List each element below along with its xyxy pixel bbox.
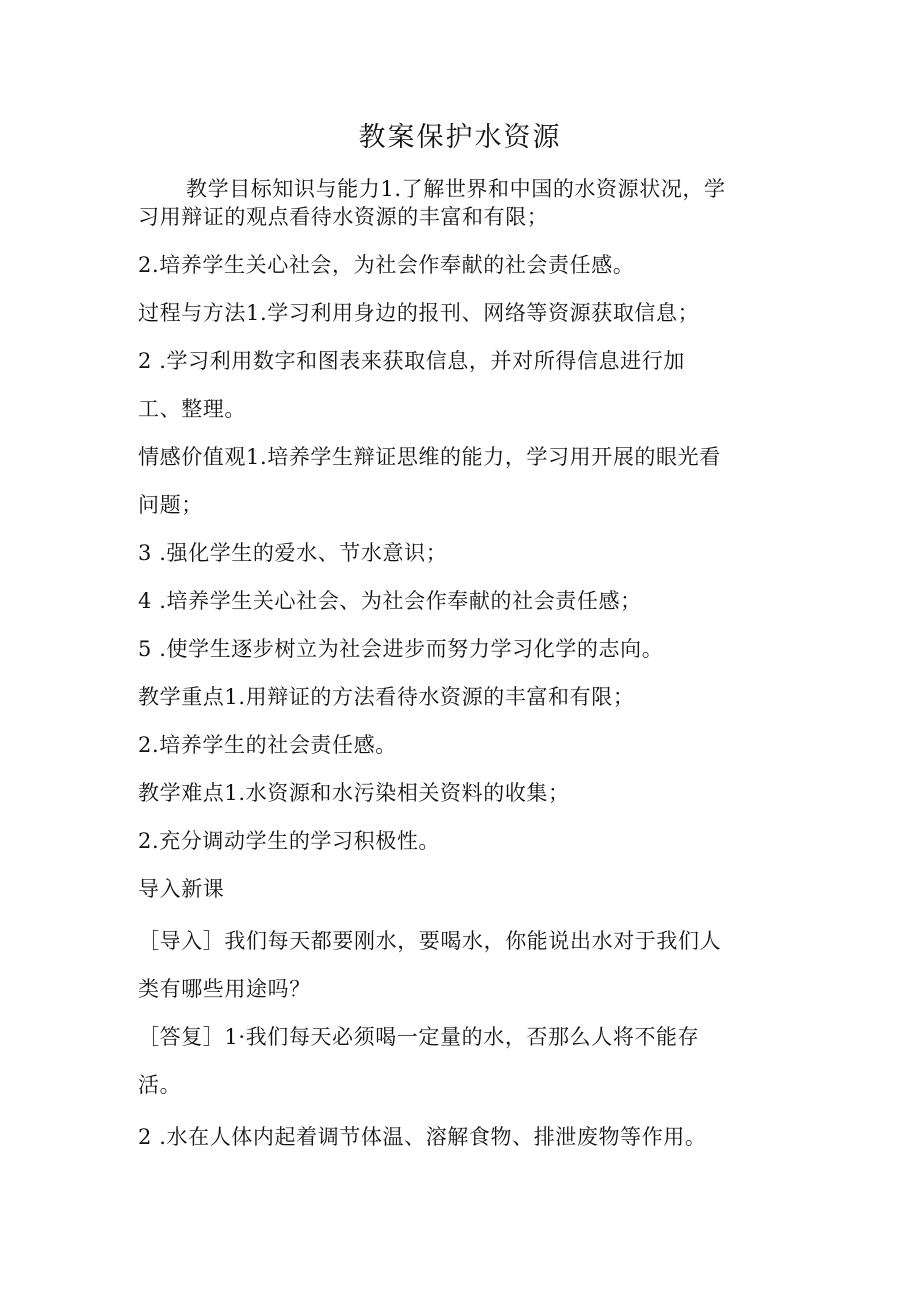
section-heading: 导入新课 bbox=[138, 877, 225, 901]
paragraph-line: 类有哪些用途吗？ bbox=[138, 977, 311, 1001]
paragraph-line: 情感价值观1.培养学生辩证思维的能力，学习用开展的眼光看 bbox=[138, 445, 721, 469]
paragraph-line: 工、整理。 bbox=[138, 397, 246, 421]
paragraph-line: 5 .使学生逐步树立为社会进步而努力学习化学的志向。 bbox=[138, 637, 664, 661]
paragraph-line: 问题； bbox=[138, 493, 203, 517]
paragraph-line: 3 .强化学生的爱水、节水意识； bbox=[138, 541, 448, 565]
paragraph-line: ［答复］1·我们每天必须喝一定量的水，否那么人将不能存 bbox=[138, 1025, 700, 1049]
paragraph-line: 2.充分调动学生的学习积极性。 bbox=[138, 829, 441, 853]
paragraph-line: 过程与方法1.学习利用身边的报刊、网络等资源获取信息； bbox=[138, 301, 700, 325]
paragraph-line: 教学难点1.水资源和水污染相关资料的收集； bbox=[138, 781, 570, 805]
paragraph-line: 2 .学习利用数字和图表来获取信息，并对所得信息进行加 bbox=[138, 349, 685, 373]
document-title: 教案保护水资源 bbox=[358, 122, 562, 153]
paragraph-line: 2.培养学生关心社会，为社会作奉献的社会责任感。 bbox=[138, 253, 635, 277]
paragraph-line: 4 .培养学生关心社会、为社会作奉献的社会责任感； bbox=[138, 589, 642, 613]
paragraph-line: 教学重点1.用辩证的方法看待水资源的丰富和有限； bbox=[138, 685, 635, 709]
paragraph-line: ［导入］我们每天都要刚水，要喝水，你能说出水对于我们人 bbox=[138, 929, 722, 953]
paragraph-line: 习用辩证的观点看待水资源的丰富和有限； bbox=[138, 205, 549, 229]
paragraph-line: 2 .水在人体内起着调节体温、溶解食物、排泄废物等作用。 bbox=[138, 1125, 707, 1149]
paragraph-line: 2.培养学生的社会责任感。 bbox=[138, 733, 397, 757]
paragraph-line: 活。 bbox=[138, 1073, 182, 1097]
paragraph-line: 教学目标知识与能力1.了解世界和中国的水资源状况，学 bbox=[186, 177, 726, 201]
